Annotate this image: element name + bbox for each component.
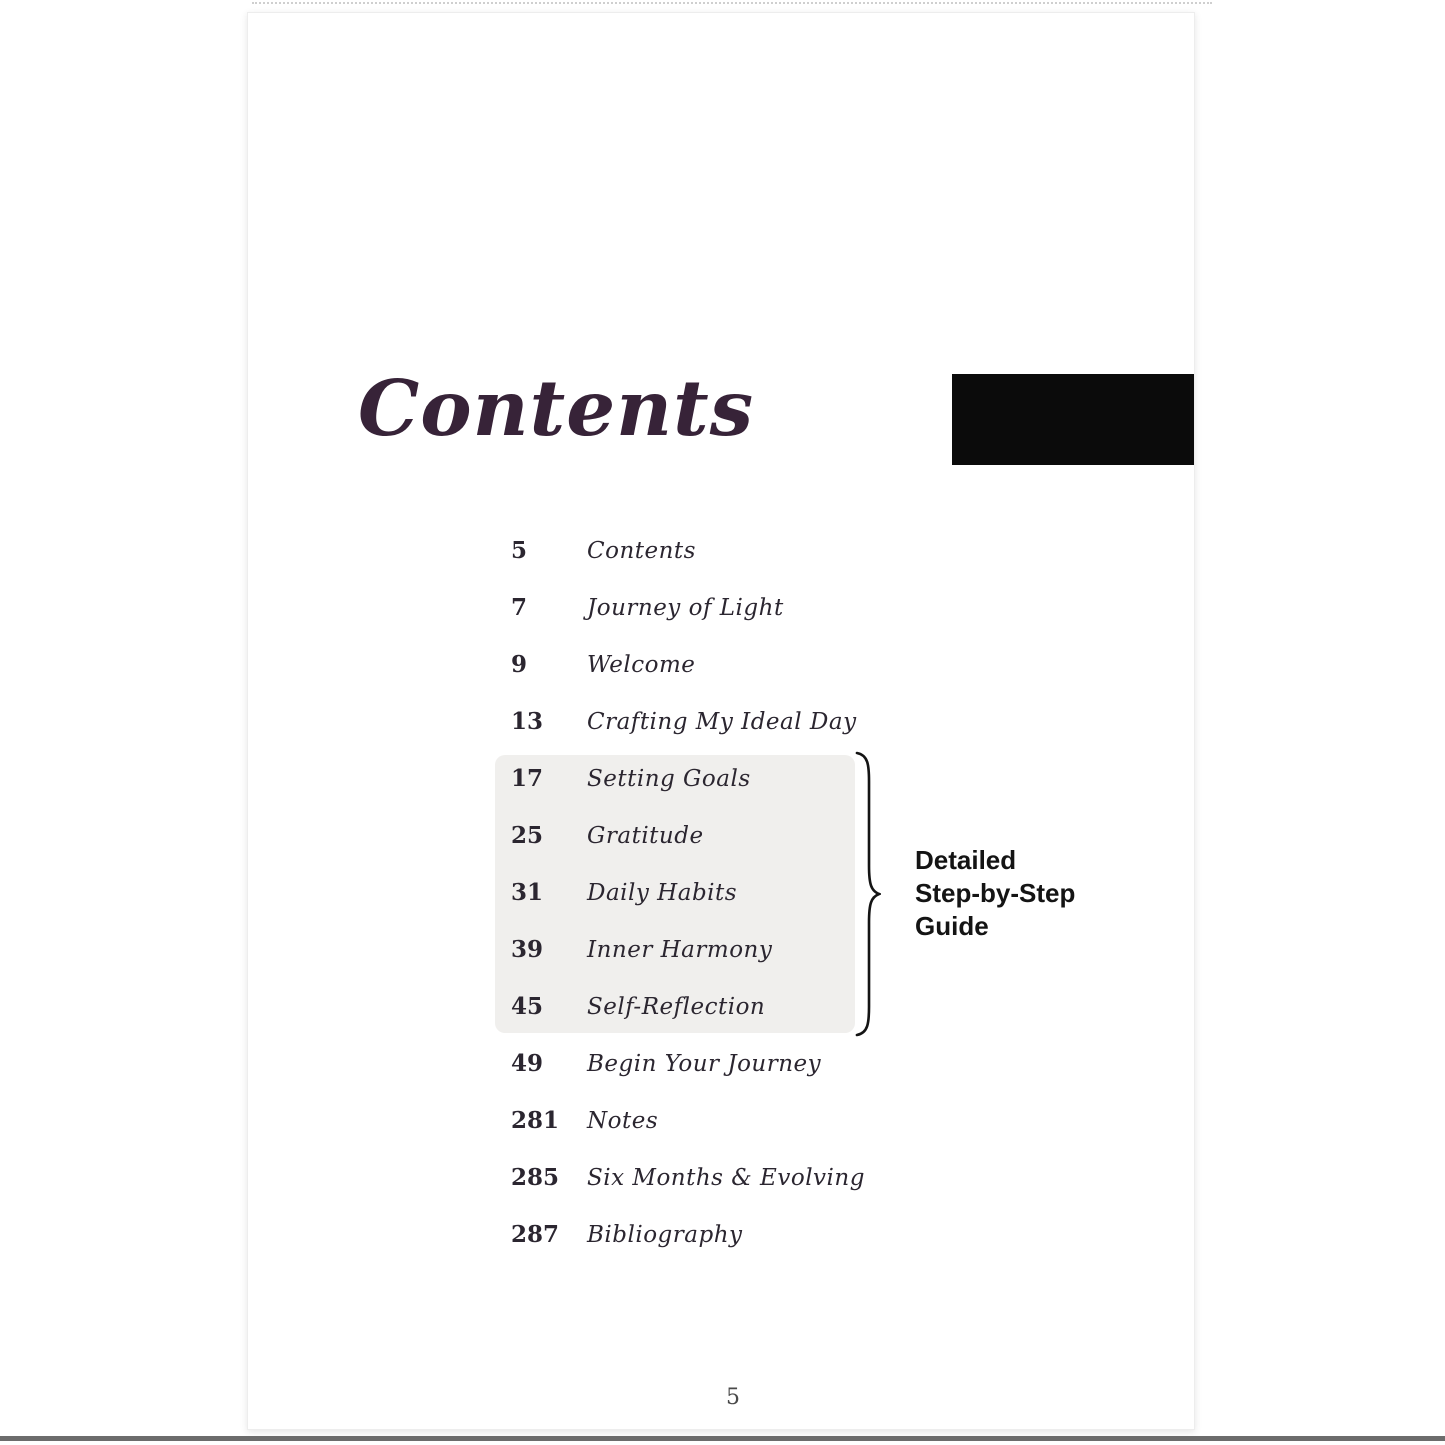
redaction-block: [952, 374, 1194, 465]
toc-entry: [248, 579, 1196, 636]
annotation-line: Guide: [915, 911, 989, 941]
annotation-line: Step-by-Step: [915, 878, 1076, 908]
toc-entry: [248, 1092, 1196, 1149]
toc-entry-title: Daily Habits: [587, 879, 738, 906]
toc-entry-title: Crafting My Ideal Day: [587, 708, 857, 735]
book-page: [247, 12, 1195, 1430]
toc-entry-title: Setting Goals: [587, 765, 751, 792]
toc-entry-page-number: 7: [511, 594, 528, 621]
annotation-label: [915, 844, 1075, 943]
page-top-edge-line: [252, 2, 1212, 4]
toc-entry-title: Gratitude: [587, 822, 704, 849]
toc-entry-title: Welcome: [587, 651, 696, 678]
toc-entry-page-number: 281: [511, 1107, 560, 1134]
toc-entry-page-number: 31: [511, 879, 544, 906]
image-bottom-border: [0, 1436, 1445, 1441]
toc-entry-page-number: 285: [511, 1164, 560, 1191]
toc-entry-title: Begin Your Journey: [587, 1050, 822, 1077]
toc-entry: [248, 522, 1196, 579]
toc-entry-title: Inner Harmony: [587, 936, 773, 963]
toc-entry-page-number: 13: [511, 708, 544, 735]
page-title: Contents: [358, 364, 755, 454]
toc-entry: [248, 1206, 1196, 1263]
toc-entry-page-number: 17: [511, 765, 544, 792]
toc-entry-page-number: 49: [511, 1050, 544, 1077]
folio-page-number: 5: [726, 1385, 740, 1410]
toc-entry-title: Self-Reflection: [587, 993, 766, 1020]
toc-entry-title: Journey of Light: [587, 594, 784, 621]
toc-entry-title: Contents: [587, 537, 696, 564]
toc-entry-page-number: 25: [511, 822, 544, 849]
toc-entry: [248, 1149, 1196, 1206]
toc-entry: [248, 1035, 1196, 1092]
toc-entry-page-number: 287: [511, 1221, 560, 1248]
toc-entry-page-number: 45: [511, 993, 544, 1020]
toc-entry-highlighted: [248, 978, 1196, 1035]
toc-entry-highlighted: [248, 750, 1196, 807]
toc-entry: [248, 636, 1196, 693]
toc-entry-title: Six Months & Evolving: [587, 1164, 865, 1191]
toc-entry: [248, 693, 1196, 750]
curly-brace-icon: [853, 751, 881, 1037]
toc-entry-title: Notes: [587, 1107, 659, 1134]
annotation-line: Detailed: [915, 845, 1017, 875]
toc-entry-title: Bibliography: [587, 1221, 743, 1248]
toc-entry-page-number: 5: [511, 537, 528, 564]
toc-entry-page-number: 39: [511, 936, 544, 963]
toc-entry-page-number: 9: [511, 651, 528, 678]
